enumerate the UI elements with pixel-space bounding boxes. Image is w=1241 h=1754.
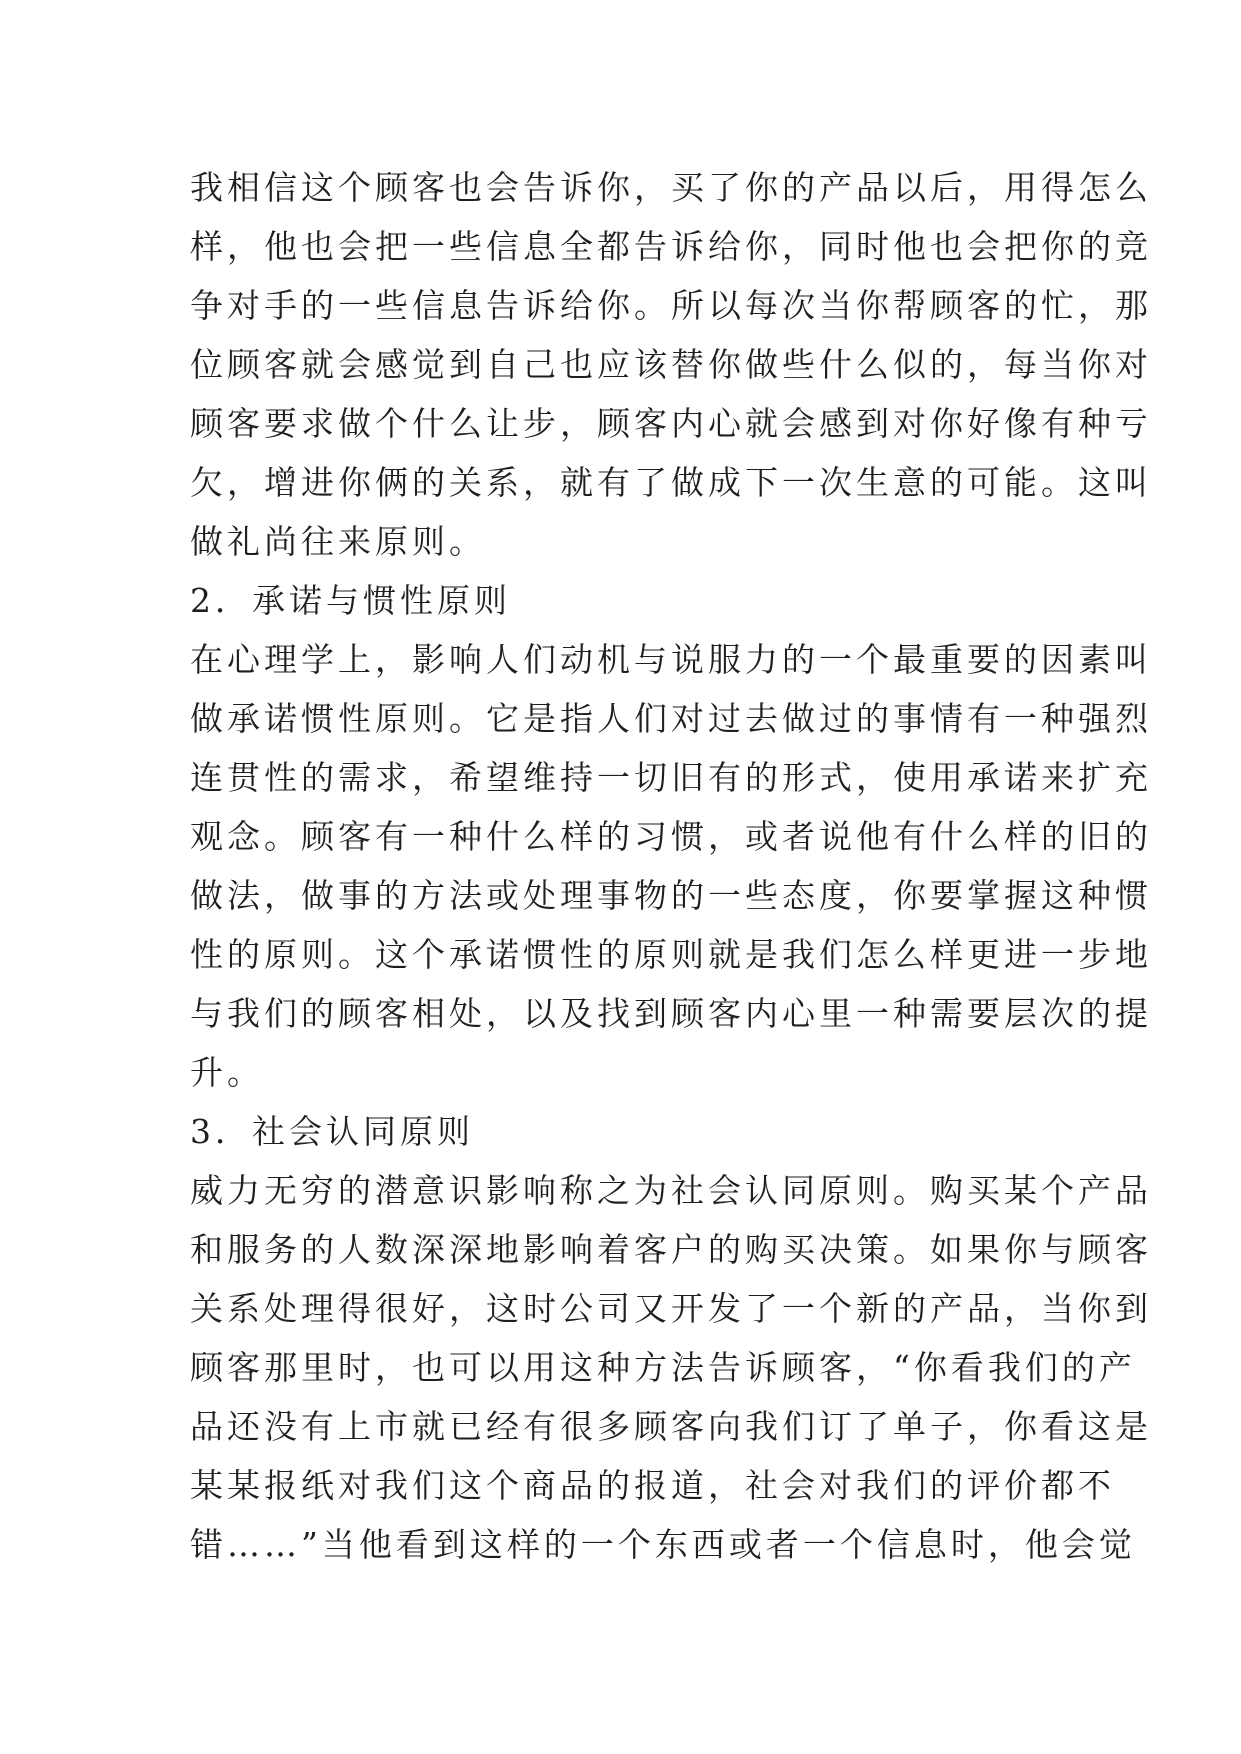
- text-line: 观念。顾客有一种什么样的习惯，或者说他有什么样的旧的: [190, 817, 1152, 856]
- text-line: 位顾客就会感觉到自己也应该替你做些什么似的，每当你对: [190, 345, 1152, 384]
- text-line: 威力无穷的潜意识影响称之为社会认同原则。购买某个产品: [190, 1171, 1152, 1210]
- text-line: 欠，增进你俩的关系，就有了做成下一次生意的可能。这叫: [190, 463, 1152, 502]
- text-line: 某某报纸对我们这个商品的报道，社会对我们的评价都不: [190, 1466, 1115, 1505]
- text-line: 和服务的人数深深地影响着客户的购买决策。如果你与顾客: [190, 1230, 1152, 1269]
- text-line: 性的原则。这个承诺惯性的原则就是我们怎么样更进一步地: [190, 935, 1152, 974]
- text-line: 做法，做事的方法或处理事物的一些态度，你要掌握这种惯: [190, 876, 1152, 915]
- text-line: 错……”当他看到这样的一个东西或者一个信息时，他会觉: [190, 1525, 1136, 1564]
- text-line: 顾客那里时，也可以用这种方法告诉顾客，“你看我们的产: [190, 1348, 1136, 1387]
- section-heading: 2．承诺与惯性原则: [190, 581, 511, 620]
- text-line: 升。: [190, 1053, 264, 1092]
- text-line: 顾客要求做个什么让步，顾客内心就会感到对你好像有种亏: [190, 404, 1152, 443]
- body-text: [190, 158, 1152, 1574]
- text-line: 品还没有上市就已经有很多顾客向我们订了单子，你看这是: [190, 1407, 1152, 1446]
- text-line: 我相信这个顾客也会告诉你，买了你的产品以后，用得怎么: [190, 168, 1152, 207]
- text-line: 在心理学上，影响人们动机与说服力的一个最重要的因素叫: [190, 640, 1152, 679]
- text-line: 与我们的顾客相处，以及找到顾客内心里一种需要层次的提: [190, 994, 1152, 1033]
- text-line: 做礼尚往来原则。: [190, 522, 486, 561]
- text-line: 样，他也会把一些信息全都告诉给你，同时他也会把你的竞: [190, 227, 1152, 266]
- section-heading: 3．社会认同原则: [190, 1112, 474, 1151]
- text-line: 关系处理得很好，这时公司又开发了一个新的产品，当你到: [190, 1289, 1152, 1328]
- text-line: 做承诺惯性原则。它是指人们对过去做过的事情有一种强烈: [190, 699, 1152, 738]
- text-line: 连贯性的需求，希望维持一切旧有的形式，使用承诺来扩充: [190, 758, 1152, 797]
- text-line: 争对手的一些信息告诉给你。所以每次当你帮顾客的忙，那: [190, 286, 1152, 325]
